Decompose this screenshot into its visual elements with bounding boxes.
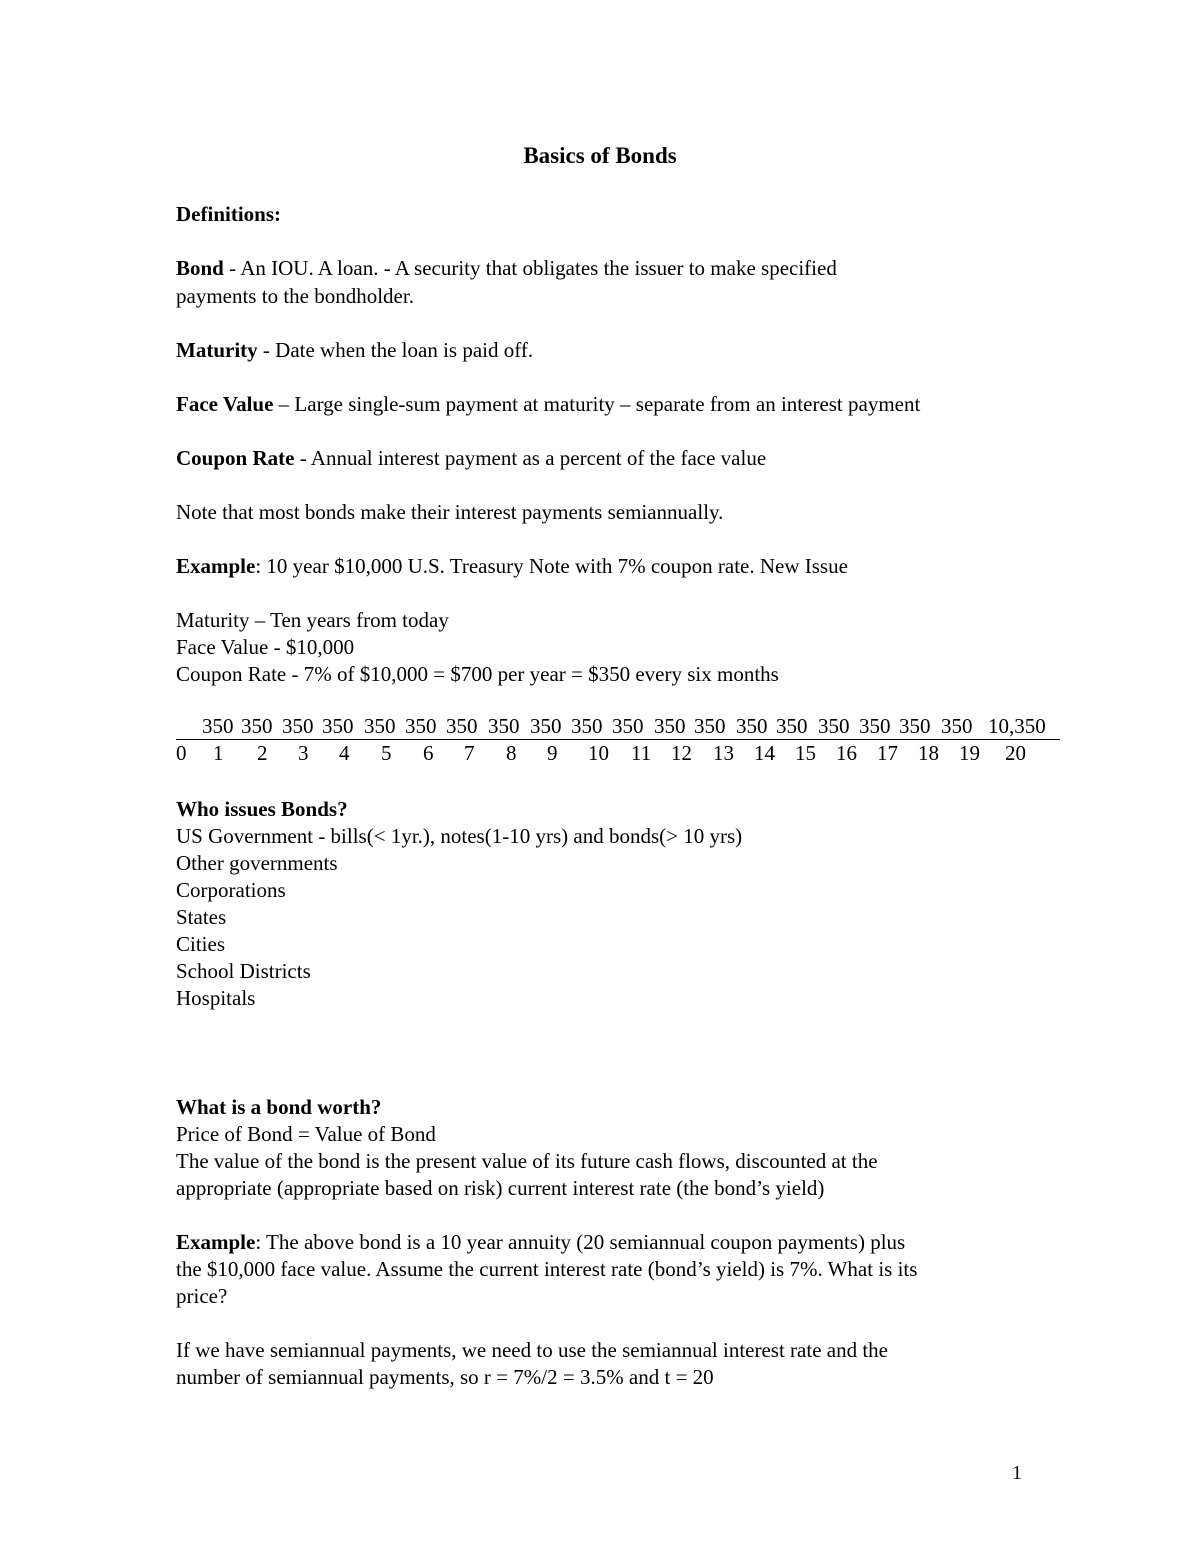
issuer-item: US Government - bills(< 1yr.), notes(1-10 yrs) and bonds(> 10 yrs) — [176, 824, 743, 848]
definitions-heading: Definitions: — [176, 202, 281, 226]
timeline-period: 11 — [631, 741, 652, 765]
timeline-payment: 350 — [364, 714, 396, 738]
page-number: 1 — [1012, 1462, 1022, 1484]
timeline-period: 4 — [339, 741, 350, 765]
example-1-line: Face Value - $10,000 — [176, 635, 355, 659]
coupon-rate-term: Coupon Rate — [176, 446, 295, 470]
timeline-payment: 350 — [859, 714, 891, 738]
example-1 — [176, 553, 848, 580]
maturity-term: Maturity — [176, 338, 258, 362]
issuer-item: School Districts — [176, 959, 311, 983]
timeline-period: 8 — [506, 741, 517, 765]
bond-text: - An IOU. A loan. - A security that obligates the issuer to make specified — [223, 256, 837, 280]
timeline-period: 15 — [795, 741, 816, 765]
example-1-text: : 10 year $10,000 U.S. Treasury Note with 7% coupon rate. New Issue — [255, 554, 848, 578]
coupon-rate-definition — [176, 445, 766, 472]
timeline-payment: 350 — [736, 714, 768, 738]
semiannual-line: number of semiannual payments, so r = 7%/2 = 3.5% and t = 20 — [176, 1365, 714, 1389]
example-1-label: Example — [176, 554, 256, 578]
timeline-payment: 350 — [488, 714, 520, 738]
timeline-payment: 350 — [241, 714, 273, 738]
example-1-line: Coupon Rate - 7% of $10,000 = $700 per year = $350 every six months — [176, 662, 779, 686]
timeline-payments — [176, 714, 1076, 741]
issuers-heading: Who issues Bonds? — [176, 797, 348, 821]
timeline-period: 17 — [877, 741, 898, 765]
timeline-payment: 350 — [530, 714, 562, 738]
issuer-item: Corporations — [176, 878, 286, 902]
timeline-payment: 350 — [818, 714, 850, 738]
timeline-period: 6 — [423, 741, 434, 765]
timeline-payment: 350 — [405, 714, 437, 738]
timeline-period: 2 — [257, 741, 268, 765]
issuer-item: Cities — [176, 932, 226, 956]
timeline-payment: 350 — [941, 714, 973, 738]
timeline-payment: 350 — [322, 714, 354, 738]
page-title: Basics of Bonds — [523, 143, 677, 168]
timeline-payment: 350 — [282, 714, 314, 738]
worth-line: appropriate (appropriate based on risk) current interest rate (the bond’s yield) — [176, 1176, 825, 1200]
timeline-period: 5 — [381, 741, 392, 765]
issuer-item: Hospitals — [176, 986, 256, 1010]
maturity-text: - Date when the loan is paid off. — [257, 338, 534, 362]
timeline-period: 10 — [588, 741, 609, 765]
timeline-periods — [176, 741, 1076, 768]
timeline-period: 9 — [547, 741, 558, 765]
timeline-underline — [176, 739, 1060, 740]
issuer-item: Other governments — [176, 851, 338, 875]
example-2-text: : The above bond is a 10 year annuity (20 semiannual coupon payments) plus — [255, 1230, 906, 1254]
coupon-rate-text: - Annual interest payment as a percent of the face value — [294, 446, 767, 470]
bond-definition — [176, 255, 837, 282]
timeline-period: 16 — [836, 741, 857, 765]
worth-line: The value of the bond is the present value of its future cash flows, discounted at the — [176, 1149, 878, 1173]
timeline-period: 7 — [464, 741, 475, 765]
bond-definition-cont: payments to the bondholder. — [176, 284, 414, 308]
example-2-label: Example — [176, 1230, 256, 1254]
timeline-payment: 350 — [202, 714, 234, 738]
timeline-payment: 350 — [776, 714, 808, 738]
semiannual-note: Note that most bonds make their interest payments semiannually. — [176, 500, 724, 524]
worth-heading: What is a bond worth? — [176, 1095, 382, 1119]
issuer-item: States — [176, 905, 227, 929]
timeline-period: 1 — [213, 741, 224, 765]
timeline-period: 19 — [959, 741, 980, 765]
timeline-payment: 350 — [446, 714, 478, 738]
timeline-period: 3 — [298, 741, 309, 765]
timeline-payment: 10,350 — [988, 714, 1046, 738]
example-2-line: the $10,000 face value. Assume the current interest rate (bond’s yield) is 7%. What is its — [176, 1257, 918, 1281]
example-2 — [176, 1229, 905, 1256]
timeline-period: 20 — [1005, 741, 1026, 765]
maturity-definition — [176, 337, 533, 364]
timeline-payment: 350 — [612, 714, 644, 738]
semiannual-line: If we have semiannual payments, we need to use the semiannual interest rate and the — [176, 1338, 888, 1362]
example-1-line: Maturity – Ten years from today — [176, 608, 449, 632]
timeline-period: 14 — [754, 741, 775, 765]
timeline-period: 18 — [918, 741, 939, 765]
timeline-period: 0 — [176, 741, 187, 765]
timeline-payment: 350 — [694, 714, 726, 738]
worth-line: Price of Bond = Value of Bond — [176, 1122, 436, 1146]
face-value-text: – Large single-sum payment at maturity – separate from an interest payment — [273, 392, 921, 416]
timeline-payment: 350 — [654, 714, 686, 738]
bond-term: Bond — [176, 256, 224, 280]
timeline-period: 12 — [671, 741, 692, 765]
face-value-term: Face Value — [176, 392, 274, 416]
timeline-payment: 350 — [571, 714, 603, 738]
timeline-payment: 350 — [899, 714, 931, 738]
timeline-period: 13 — [713, 741, 734, 765]
example-2-line: price? — [176, 1284, 228, 1308]
face-value-definition — [176, 391, 920, 418]
